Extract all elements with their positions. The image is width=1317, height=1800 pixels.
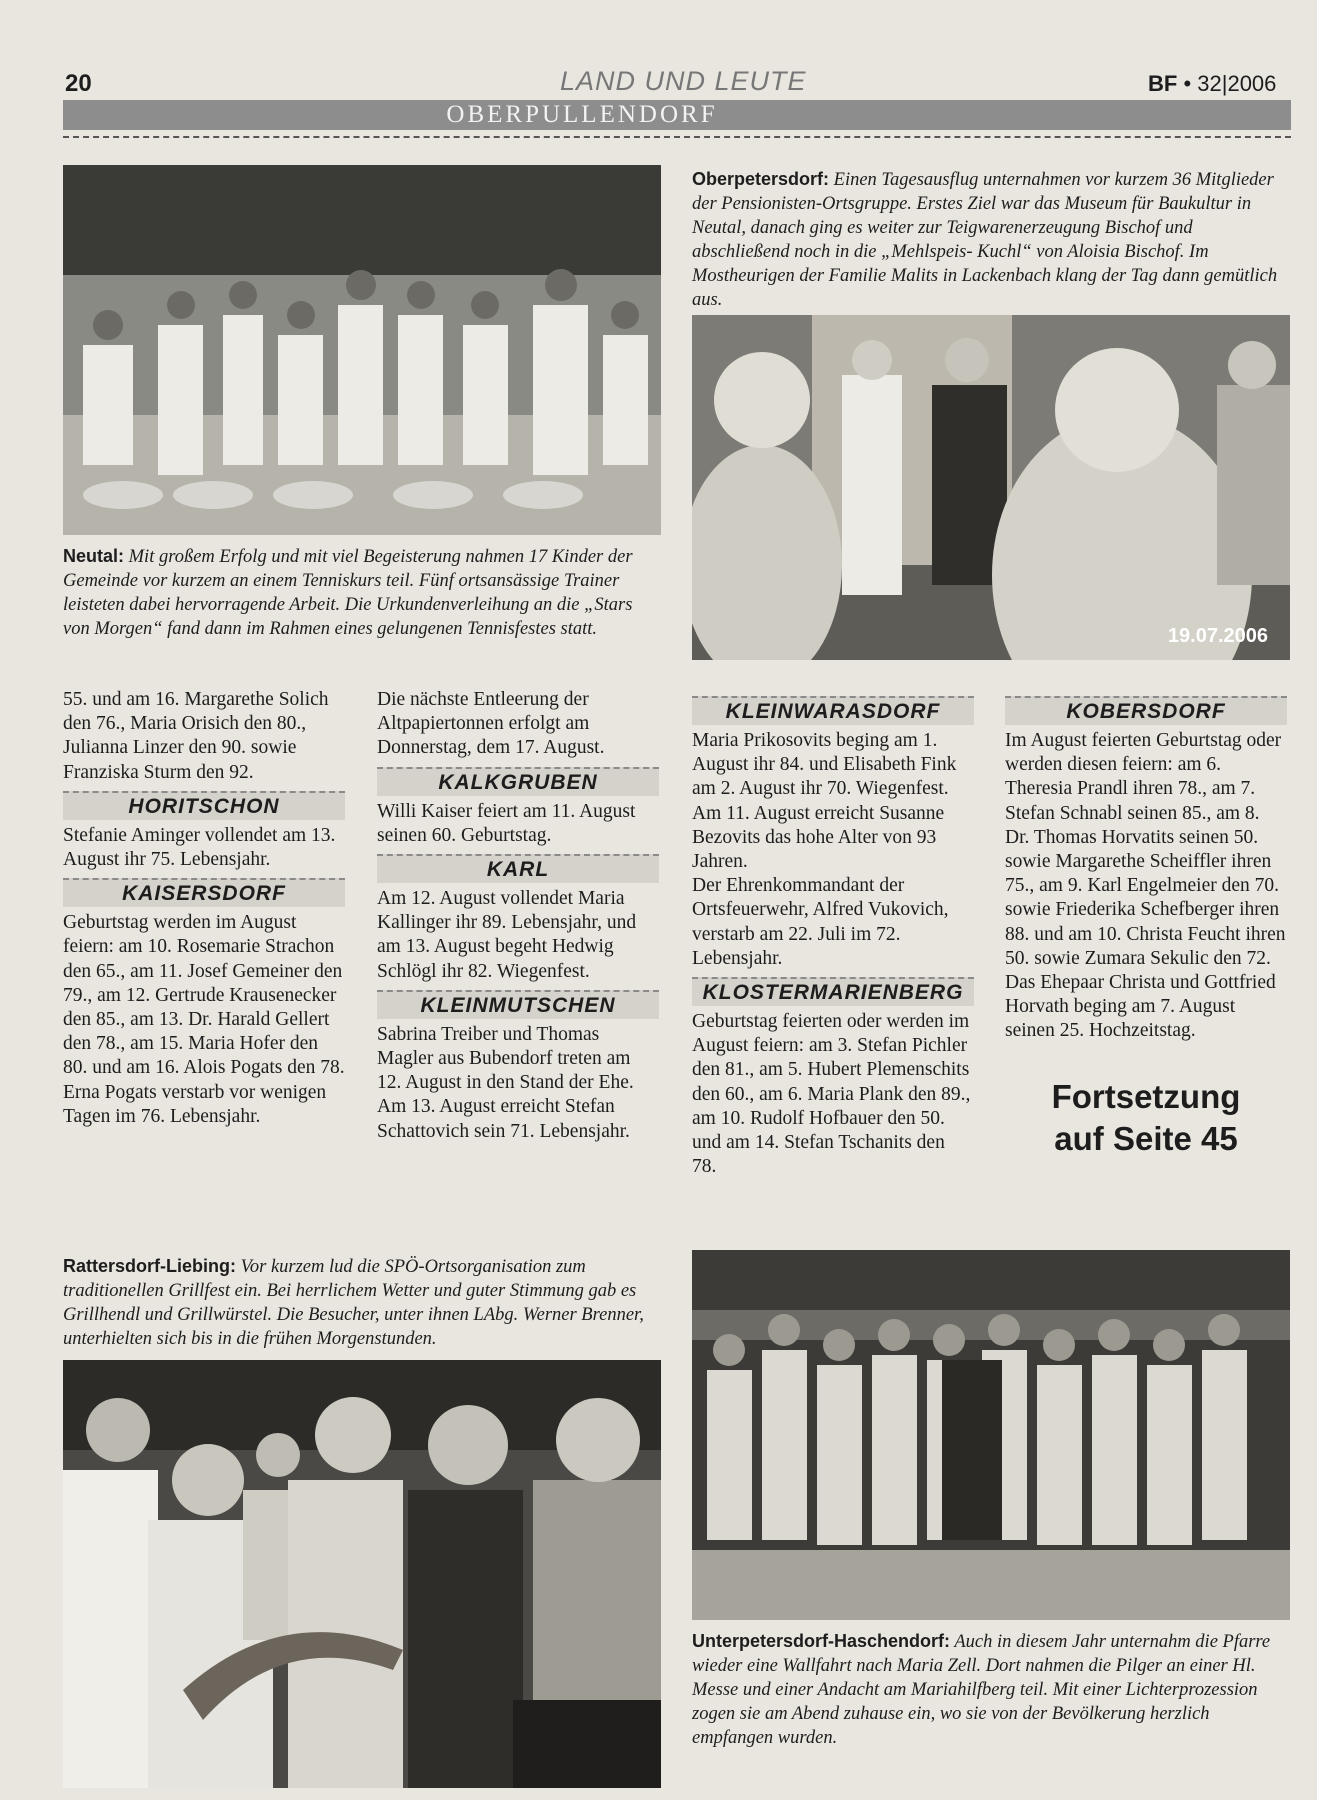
text-kleinwarasdorf: Maria Prikosovits beging am 1. August ihr 84. und Elisabeth Fink am 2. August ihr 70. Wiegenfest. <box>692 730 957 800</box>
caption-neutal <box>63 545 661 641</box>
text-kobersdorf: Im August feierten Geburtstag oder werden diesen feiern: am 6. Theresia Prandl ihren 78., am 7. Stefan Schnabl seinen 85., am 8. Dr. Thomas Horvatits seinen 50. sowie Margarethe Scheiffler ihren 75., am 9. Karl Engelmeier den 70. sowie Friederika Schefberger ihren 88. und am 10. Christa Feucht ihren 50. sowie Zumara Sekulic den 72. <box>1005 730 1286 969</box>
caption-text-unterpetersdorf: Auch in diesem Jahr unternahm die Pfarre wieder eine Wallfahrt nach Maria Zell. Dort nahmen die Pilger an einer Hl. Messe und einer Andacht am Mariahilfberg teil. Mit einer Lichterprozession zogen sie am Abend zuhause ein, wo sie von der Bevölkerung herzlich empfangen wurden. <box>692 1632 1271 1748</box>
col2-intro-text: Die nächste Entleerung der Altpapiertonnen erfolgt am Donnerstag, dem 17. August. <box>377 689 605 759</box>
text-kleinmutschen-2: Am 13. August erreicht Stefan Schattovich sein 71. Lebensjahr. <box>377 1096 630 1142</box>
text-kleinwarasdorf-3: Der Ehrenkommandant der Ortsfeuerwehr, Alfred Vukovich, verstarb am 22. Juli im 72. Lebensjahr. <box>692 875 949 969</box>
caption-text-rattersdorf: Vor kurzem lud die SPÖ-Ortsorganisation zum traditionellen Grillfest ein. Bei herrlichem Wetter und guter Stimmung gab es Grillhendl und Grillwürstel. Die Besucher, unter ihnen LAbg. Werner Brenner, unterhielten sich bis in die frühen Morgenstunden. <box>63 1257 644 1349</box>
text-kaisersdorf-2: Erna Pogats verstarb vor wenigen Tagen im 76. Lebensjahr. <box>63 1081 327 1127</box>
text-horitschon: Stefanie Aminger vollendet am 13. August ihr 75. Lebensjahr. <box>63 824 336 871</box>
caption-rattersdorf <box>63 1255 663 1351</box>
text-karl: Am 12. August vollendet Maria Kallinger ihr 89. Lebensjahr, und am 13. August begeht Hedwig Schlögl ihr 82. Wiegenfest. <box>377 888 637 982</box>
continuation-line-2: auf Seite 45 <box>1054 1119 1238 1157</box>
text-klostermarienberg: Geburtstag feierten oder werden im August feiern: am 3. Stefan Pichler den 81., am 5. Hubert Plemenschits den 60., am 6. Maria Plank den 89., am 10. Rudolf Hofbauer den 50. und am 14. Stefan Tschanits den 78. <box>692 1011 971 1178</box>
heading-kaisersdorf: KAISERSDORF <box>63 878 345 907</box>
issue-label <box>1148 71 1276 97</box>
heading-horitschon: HORITSCHON <box>63 791 345 820</box>
column-2 <box>377 688 659 1144</box>
caption-place-neutal: Neutal: <box>63 546 125 566</box>
column-4 <box>1005 696 1287 1160</box>
continuation-line-1: Fortsetzung <box>1051 1077 1241 1115</box>
photo-neutal-tennis <box>63 165 661 535</box>
heading-klostermarienberg: KLOSTERMARIENBERG <box>692 977 974 1006</box>
text-kleinmutschen: Sabrina Treiber und Thomas Magler aus Bubendorf treten am 12. August in den Stand der Ehe. <box>377 1023 634 1094</box>
caption-text-neutal: Mit großem Erfolg und mit viel Begeisterung nahmen 17 Kinder der Gemeinde vor kurzem an einem Tenniskurs teil. Fünf ortsansässige Trainer leisteten dabei hervorragende Arbeit. Die Urkundenverleihung an die „Stars von Morgen“ fand dann im Rahmen eines gelungenen Tennisfestes statt. <box>63 547 633 639</box>
column-3 <box>692 696 974 1179</box>
caption-oberpetersdorf <box>692 168 1284 312</box>
col1-intro-text: 55. und am 16. Margarethe Solich den 76., Maria Orisich den 80., Julianna Linzer den 90. sowie Franziska Sturm den 92. <box>63 689 329 783</box>
header-divider <box>63 136 1291 138</box>
caption-place-unterpetersdorf: Unterpetersdorf-Haschendorf: <box>692 1631 951 1651</box>
text-kalkgruben: Willi Kaiser feiert am 11. August seinen 60. Geburtstag. <box>377 800 636 846</box>
text-kobersdorf-2: Das Ehepaar Christa und Gottfried Horvath beging am 7. August seinen 25. Hochzeitstag. <box>1005 972 1276 1042</box>
caption-unterpetersdorf <box>692 1630 1284 1750</box>
issue-number: • 32|2006 <box>1183 71 1277 96</box>
column-1 <box>63 688 345 1129</box>
text-kaisersdorf: Geburtstag werden im August feiern: am 10. Rosemarie Strachon den 65., am 11. Josef Gemeiner den 79., am 12. Gertrude Krausenecker den 85., am 13. Dr. Harald Gellert den 78., am 15. Maria Hofer den 80. und am 16. Alois Pogats den 78. <box>63 912 345 1079</box>
heading-karl: KARL <box>377 854 659 883</box>
photo-unterpetersdorf-pilgrimage <box>692 1250 1290 1620</box>
heading-kleinmutschen: KLEINMUTSCHEN <box>377 990 659 1019</box>
town-banner <box>63 100 1291 130</box>
publication-name: BF <box>1148 71 1178 96</box>
caption-place-oberpetersdorf: Oberpetersdorf: <box>692 169 830 189</box>
page-number: 20 <box>65 70 92 97</box>
caption-text-oberpetersdorf: Einen Tagesausflug unternahmen vor kurzem 36 Mitglieder der Pensionisten-Ortsgruppe. Erstes Ziel war das Museum für Baukultur in Neutal, danach ging es weiter zur Teigwarenerzeugung Bischof und abschließend noch in die „Mehlspeis- Kuchl“ von Aloisia Bischof. Im Mostheurigen der Familie Malits in Lackenbach klang der Tag dann gemütlich aus. <box>692 170 1278 310</box>
section-title: LAND UND LEUTE <box>560 66 807 96</box>
heading-kleinwarasdorf: KLEINWARASDORF <box>692 696 974 725</box>
photo-date-stamp: 19.07.2006 <box>1167 625 1268 647</box>
photo-rattersdorf-grillfest <box>63 1360 661 1788</box>
text-kleinwarasdorf-2: Am 11. August erreicht Susanne Bezovits das hohe Alter von 93 Jahren. <box>692 802 945 873</box>
town-title: OBERPULLENDORF <box>446 101 718 128</box>
caption-place-rattersdorf: Rattersdorf-Liebing: <box>63 1256 236 1276</box>
heading-kobersdorf: KOBERSDORF <box>1005 696 1287 725</box>
photo-oberpetersdorf-trip <box>692 315 1290 660</box>
heading-kalkgruben: KALKGRUBEN <box>377 767 659 796</box>
continuation-notice <box>1005 1076 1287 1160</box>
